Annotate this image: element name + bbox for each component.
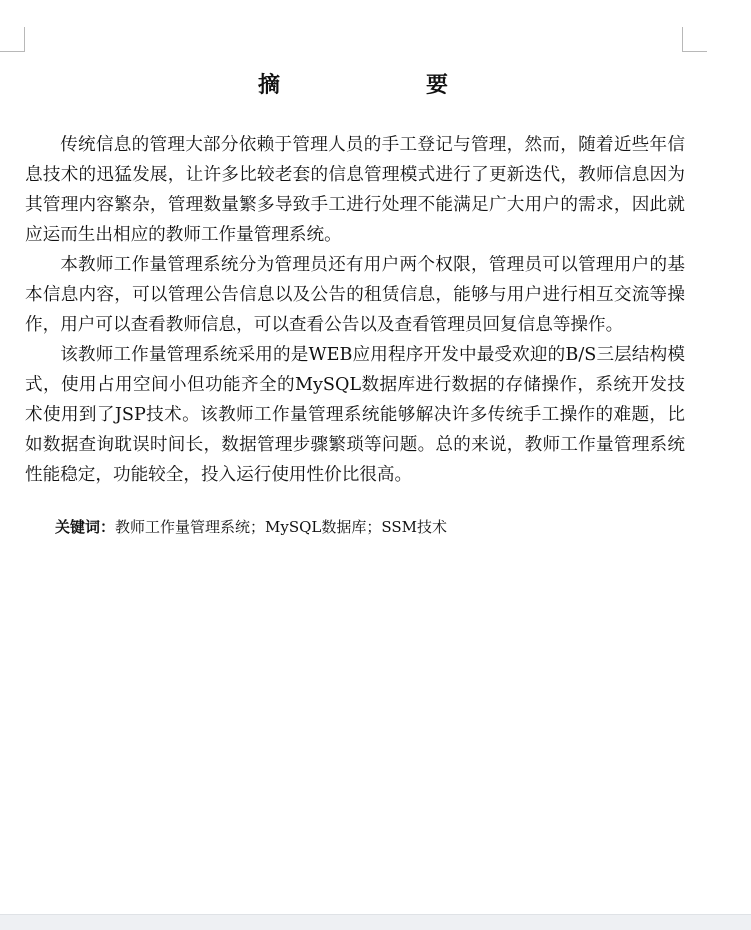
keywords-label: 关键词：: [55, 518, 116, 536]
status-bar: [0, 914, 751, 930]
crop-mark-top-right: [682, 27, 707, 52]
abstract-paragraph: 传统信息的管理大部分依赖于管理人员的手工登记与管理，然而，随着近些年信息技术的迅猛发展，让许多比较老套的信息管理模式进行了更新迭代，教师信息因为其管理内容繁杂，管理数量繁多导致手工进行处理不能满足广大用户的需求，因此就应运而生出相应的教师工作量管理系统。: [25, 135, 685, 245]
abstract-paragraph: 该教师工作量管理系统采用的是WEB应用程序开发中最受欢迎的B/S三层结构模式，使用占用空间小但功能齐全的MySQL数据库进行数据的存储操作，系统开发技术使用到了JSP技术。该教师工作量管理系统能够解决许多传统手工操作的难题，比如数据查询耽误时间长，数据管理步骤繁琐等问题。总的来说，教师工作量管理系统性能稳定，功能较全，投入运行使用性价比很高。: [25, 345, 685, 485]
abstract-paragraph: 本教师工作量管理系统分为管理员还有用户两个权限，管理员可以管理用户的基本信息内容，可以管理公告信息以及公告的租赁信息，能够与用户进行相互交流等操作，用户可以查看教师信息，可以查看公告以及查看管理员回复信息等操作。: [25, 255, 685, 335]
crop-mark-top-left: [0, 27, 25, 52]
page-title: 摘 要: [257, 73, 482, 98]
keywords-value: 教师工作量管理系统；MySQL数据库；SSM技术: [115, 518, 448, 536]
abstract-body: [25, 130, 685, 490]
keywords-line: [55, 516, 447, 538]
